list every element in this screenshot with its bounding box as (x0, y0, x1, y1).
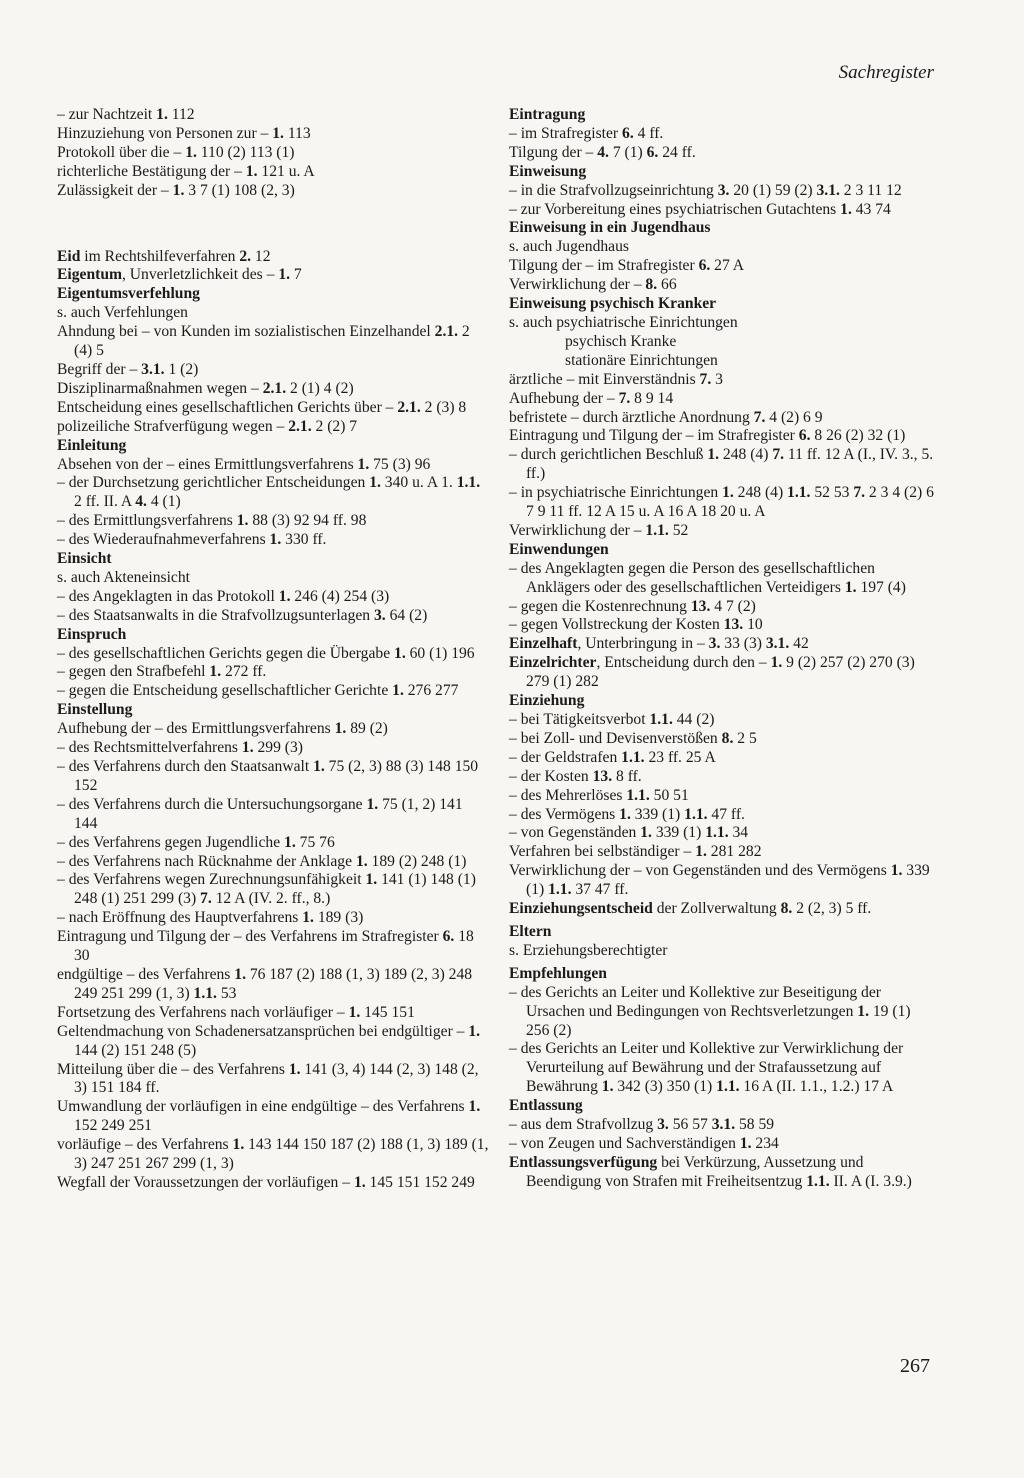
bold-term: 1. (890, 862, 903, 880)
bold-term: 1. (695, 843, 707, 861)
index-entry: Protokoll über die – 1. 110 (2) 113 (1) (57, 143, 295, 161)
index-entry (509, 1097, 935, 1116)
bold-term: 1. (707, 446, 720, 464)
index-entry (509, 163, 935, 182)
index-entry: – nach Eröffnung des Hauptverfahrens 1. 189 (3) (57, 909, 364, 927)
bold-term: 1. (172, 181, 185, 199)
bold-term: Einzelhaft (509, 635, 578, 653)
index-entry: Wegfall der Voraussetzungen der vorläufigen – 1. 145 151 152 249 (57, 1173, 475, 1191)
index-entry (509, 106, 935, 125)
bold-term: 4. (597, 143, 609, 161)
index-entry: – des Vermögens 1. 339 (1) 1.1. 47 ff. (509, 805, 745, 823)
bold-term: 1. (288, 1060, 301, 1078)
bold-term: 3. (717, 181, 730, 199)
index-entry: – aus dem Strafvollzug 3. 56 57 3.1. 58 59 (509, 1116, 775, 1134)
bold-term: 1.1. (626, 786, 650, 804)
bold-term: 1. (353, 1173, 366, 1191)
index-entry: Geltendmachung von Schadenersatzansprüchen bei endgültiger – 1. 144 (2) 151 248 (5) (57, 1022, 481, 1059)
bold-term: 6. (798, 427, 811, 445)
bold-term: 3. (708, 635, 721, 653)
bold-term: 1.1. (548, 881, 572, 899)
index-entry: stationäre Einrichtungen (565, 351, 718, 369)
index-entry: Verwirklichung der – 8. 66 (509, 276, 677, 294)
bold-term: 1. (392, 682, 404, 700)
index-entry: s. auch Verfehlungen (57, 304, 188, 322)
index-entry: – des Verfahrens durch den Staatsanwalt 1. 75 (2, 3) 88 (3) 148 150 152 (57, 758, 479, 794)
bold-term: 1. (241, 739, 254, 757)
bold-term: Einleitung (57, 436, 127, 454)
index-entry (509, 219, 935, 238)
bold-term: 1. (601, 1078, 614, 1096)
bold-term: Einzelrichter (509, 654, 597, 672)
bold-term: 7. (618, 389, 631, 407)
index-entry: Tilgung der – im Strafregister 6. 27 A (509, 257, 745, 275)
bold-term: 1. (245, 162, 258, 180)
bold-term: 2.1. (397, 398, 421, 416)
index-entry: Fortsetzung des Verfahrens nach vorläufiger – 1. 145 151 (57, 1003, 415, 1021)
index-entry: s. auch Jugendhaus (509, 238, 629, 256)
index-entry: Entlassungsverfügung bei Verkürzung, Aussetzung und Beendigung von Strafen mit Freiheitsentzug 1.1. II. A (I. 3.9.) (509, 1153, 912, 1190)
bold-term: Einweisung psychisch Kranker (509, 295, 717, 313)
index-entry: Eigentum, Unverletzlichkeit des – 1. 7 (57, 266, 302, 284)
index-entry: – der Geldstrafen 1.1. 23 ff. 25 A (509, 748, 716, 766)
bold-term: 1. (844, 578, 857, 596)
index-entry: Entscheidung eines gesellschaftlichen Gerichts über – 2.1. 2 (3) 8 (57, 398, 467, 416)
bold-term: 1. (185, 143, 197, 161)
index-entry: s. auch psychiatrische Einrichtungen (509, 313, 738, 331)
index-entry: – gegen Vollstreckung der Kosten 13. 10 (509, 616, 763, 634)
bold-term: 1. (857, 1002, 869, 1020)
index-entry: Disziplinarmaßnahmen wegen – 2.1. 2 (1) 4 (2) (57, 379, 354, 397)
bold-term: Eintragung (509, 106, 586, 123)
index-entry: – des Gerichts an Leiter und Kollektive zur Verwirklichung der Verurteilung auf Bewährung und der Strafaussetzung auf Bewährung 1. 342 (3) 350 (1) 1.1. 16 A (II. 1.1., 1.2.) 17 A (509, 1040, 904, 1096)
index-entry: – des Wiederaufnahmeverfahrens 1. 330 ff. (57, 531, 327, 549)
bold-term: 7. (200, 890, 212, 908)
bold-term: Eigentumsverfehlung (57, 285, 200, 303)
bold-term: 1. (619, 805, 631, 823)
bold-term: 3.1. (711, 1116, 736, 1134)
running-header: Sachregister (838, 62, 934, 83)
bold-term: 1. (365, 871, 378, 889)
bold-term: 1. (348, 1003, 361, 1021)
index-entry: – gegen den Strafbefehl 1. 272 ff. (57, 663, 267, 681)
index-entry: Eintragung und Tilgung der – im Strafregister 6. 8 26 (2) 32 (1) (509, 427, 906, 445)
index-entry: – des gesellschaftlichen Gerichts gegen die Übergabe 1. 60 (1) 196 (57, 644, 475, 662)
section-gap (57, 201, 489, 248)
bold-term: 6. (442, 928, 455, 946)
index-entry: Begriff der – 3.1. 1 (2) (57, 360, 199, 378)
index-entry: psychisch Kranke (565, 332, 677, 350)
bold-term: Einsicht (57, 550, 112, 568)
bold-term: 13. (723, 616, 744, 634)
index-entry: – der Durchsetzung gerichtlicher Entscheidungen 1. 340 u. A 1. 1.1. 2 ff. II. A 4. 4 (1) (57, 474, 481, 511)
bold-term: 3. (657, 1116, 669, 1134)
index-entry: – bei Tätigkeitsverbot 1.1. 44 (2) (509, 711, 715, 728)
bold-term: 8. (645, 276, 658, 294)
index-entry: – zur Vorbereitung eines psychiatrischen Gutachtens 1. 43 74 (509, 200, 891, 218)
bold-term: 1.1. (621, 748, 645, 766)
index-entry: endgültige – des Verfahrens 1. 76 187 (2) 188 (1, 3) 189 (2, 3) 248 249 251 299 (1, 3) 1.1. 53 (57, 965, 473, 1002)
page-number: 267 (900, 1355, 930, 1377)
bold-term: 1. (334, 720, 347, 738)
index-entry: – des Verfahrens durch die Untersuchungsorgane 1. 75 (1, 2) 141 144 (57, 795, 463, 832)
index-entry: Hinzuziehung von Personen zur – 1. 113 (57, 124, 311, 142)
index-entry: polizeiliche Strafverfügung wegen – 2.1. 2 (2) 7 (57, 417, 358, 435)
index-entry: Einzelhaft, Unterbringung in – 3. 33 (3) 3.1. 42 (509, 635, 809, 653)
index-entry: – gegen die Kostenrechnung 13. 4 7 (2) (509, 597, 756, 615)
index-entry: Zulässigkeit der – 1. 3 7 (1) 108 (2, 3) (57, 181, 295, 199)
index-column-right (509, 106, 935, 1192)
bold-term: 1.1. (456, 474, 481, 492)
bold-term: 1. (640, 824, 652, 842)
index-entry: – des Gerichts an Leiter und Kollektive zur Beseitigung der Ursachen und Bedingungen von Rechtsverletzungen 1. 19 (1) 256 (2) (509, 983, 911, 1039)
bold-term: 6. (646, 143, 659, 161)
index-entry (57, 626, 489, 645)
bold-term: Entlassungsverfügung (509, 1153, 658, 1171)
index-entry: Verwirklichung der – 1.1. 52 (509, 521, 689, 539)
bold-term: 3.1. (765, 635, 790, 653)
bold-term: 1. (156, 106, 168, 123)
bold-term: 1.1. (684, 805, 708, 823)
bold-term: 13. (690, 597, 711, 615)
bold-term: 1. (302, 909, 314, 927)
bold-term: Eltern (509, 922, 552, 940)
index-entry (509, 541, 935, 560)
index-entry: Mitteilung über die – des Verfahrens 1. 141 (3, 4) 144 (2, 3) 148 (2, 3) 151 184 ff. (57, 1060, 479, 1097)
bold-term: 7. (699, 370, 712, 388)
index-entry: – zur Nachtzeit 1. 112 (57, 106, 195, 123)
bold-term: 3. (374, 606, 386, 624)
bold-term: 1.1. (649, 711, 673, 728)
bold-term: 8. (721, 729, 734, 747)
index-entry: – des Mehrerlöses 1.1. 50 51 (509, 786, 689, 804)
bold-term: Empfehlungen (509, 964, 607, 982)
bold-term: 1.1. (716, 1078, 740, 1096)
index-entry: richterliche Bestätigung der – 1. 121 u. A (57, 162, 315, 180)
bold-term: 1. (366, 795, 379, 813)
bold-term: 6. (622, 124, 634, 142)
bold-term: Entlassung (509, 1097, 583, 1115)
bold-term: 7. (853, 484, 866, 502)
bold-term: Einziehung (509, 692, 585, 710)
index-entry (509, 965, 935, 984)
bold-term: 1. (278, 587, 291, 605)
index-entry (57, 285, 489, 304)
bold-term: 1. (357, 455, 370, 473)
index-entry: – des Verfahrens gegen Jugendliche 1. 75 76 (57, 833, 335, 851)
index-entry (509, 692, 935, 711)
bold-term: 1. (369, 474, 381, 492)
bold-term: 1. (770, 654, 783, 672)
bold-term: 1. (234, 965, 246, 983)
bold-term: 1. (840, 200, 852, 218)
bold-term: 13. (592, 767, 613, 785)
index-entry (57, 550, 489, 569)
index-column-left (57, 106, 489, 1193)
index-entry: Eintragung und Tilgung der – des Verfahrens im Strafregister 6. 18 30 (57, 928, 474, 965)
bold-term: 2. (239, 247, 252, 265)
bold-term: 1. (355, 852, 368, 870)
index-entry: s. auch Akteneinsicht (57, 568, 190, 586)
index-entry: befristete – durch ärztliche Anordnung 7. 4 (2) 6 9 (509, 408, 823, 426)
bold-term: 7. (772, 446, 785, 464)
bold-term: Einstellung (57, 701, 133, 719)
index-entry: – des Staatsanwalts in die Strafvollzugsunterlagen 3. 64 (2) (57, 606, 428, 624)
bold-term: 1. (284, 833, 296, 851)
bold-term: 1. (394, 644, 406, 662)
bold-term: 1.1. (645, 521, 669, 539)
bold-term: 3.1. (141, 360, 165, 378)
bold-term: 1. (232, 1136, 245, 1154)
index-entry: – der Kosten 13. 8 ff. (509, 767, 642, 785)
bold-term: 1. (269, 531, 282, 549)
bold-term: 1.1. (787, 484, 811, 502)
bold-term: 1. (722, 484, 734, 502)
index-entry: s. Erziehungsberechtigter (509, 941, 668, 959)
bold-term: 1. (272, 124, 284, 142)
bold-term: 1. (278, 266, 291, 284)
bold-term: 8. (780, 900, 793, 918)
index-entry: – des Verfahrens nach Rücknahme der Anklage 1. 189 (2) 248 (1) (57, 852, 467, 870)
index-entry (57, 437, 489, 456)
bold-term: Eid (57, 247, 81, 265)
bold-term: 1. (468, 1022, 481, 1040)
index-entry: – des Rechtsmittelverfahrens 1. 299 (3) (57, 739, 303, 757)
index-entry: Eid im Rechtshilfeverfahren 2. 12 (57, 247, 271, 265)
index-entry (509, 923, 935, 942)
index-entry: Absehen von der – eines Ermittlungsverfahrens 1. 75 (3) 96 (57, 455, 431, 473)
index-entry (509, 295, 935, 314)
index-entry: Tilgung der – 4. 7 (1) 6. 24 ff. (509, 143, 696, 161)
index-entry: Einziehungsentscheid der Zollverwaltung 8. 2 (2, 3) 5 ff. (509, 900, 872, 918)
bold-term: 3.1. (816, 181, 840, 199)
bold-term: 4. (135, 493, 147, 511)
index-entry: – im Strafregister 6. 4 ff. (509, 124, 664, 142)
index-entry (57, 701, 489, 720)
bold-term: 1.1. (705, 824, 729, 842)
bold-term: 1. (209, 663, 222, 681)
bold-term: 2.1. (262, 379, 287, 397)
index-entry: – des Verfahrens wegen Zurechnungsunfähigkeit 1. 141 (1) 148 (1) 248 (1) 251 299 (3) 7. 12 A (IV. 2. ff., 8.) (57, 871, 476, 908)
bold-term: 2.1. (434, 323, 459, 341)
bold-term: Einweisung in ein Jugendhaus (509, 219, 711, 237)
index-entry: – von Zeugen und Sachverständigen 1. 234 (509, 1134, 779, 1152)
bold-term: 7. (753, 408, 766, 426)
index-entry: – in die Strafvollzugseinrichtung 3. 20 (1) 59 (2) 3.1. 2 3 11 12 (509, 181, 902, 199)
index-entry: – bei Zoll- und Devisenverstößen 8. 2 5 (509, 729, 757, 747)
bold-term: 6. (698, 257, 711, 275)
index-entry: – von Gegenständen 1. 339 (1) 1.1. 34 (509, 824, 749, 842)
index-entry: Aufhebung der – des Ermittlungsverfahrens 1. 89 (2) (57, 720, 388, 738)
index-entry: – gegen die Entscheidung gesellschaftlicher Gerichte 1. 276 277 (57, 682, 459, 700)
index-entry: – durch gerichtlichen Beschluß 1. 248 (4) 7. 11 ff. 12 A (I., IV. 3., 5. ff.) (509, 446, 934, 483)
bold-term: Einziehungsentscheid (509, 900, 653, 918)
bold-term: 1. (313, 758, 325, 775)
index-entry: Umwandlung der vorläufigen in eine endgültige – des Verfahrens 1. 152 249 251 (57, 1098, 481, 1135)
index-entry: – in psychiatrische Einrichtungen 1. 248 (4) 1.1. 52 53 7. 2 3 4 (2) 6 7 9 11 ff. 12 A 15 u. A 16 A 18 20 u. A (509, 484, 934, 521)
bold-term: 1. (739, 1134, 752, 1152)
index-entry: Einzelrichter, Entscheidung durch den – 1. 9 (2) 257 (2) 270 (3) 279 (1) 282 (509, 654, 915, 691)
bold-term: 1. (236, 512, 249, 530)
index-entry: ärztliche – mit Einverständnis 7. 3 (509, 370, 723, 388)
bold-term: 1. (468, 1098, 481, 1116)
bold-term: Einwendungen (509, 540, 609, 558)
bold-term: 2.1. (288, 417, 312, 435)
index-entry: – des Ermittlungsverfahrens 1. 88 (3) 92 94 ff. 98 (57, 512, 367, 530)
index-entry: Verfahren bei selbständiger – 1. 281 282 (509, 843, 762, 861)
index-entry: – des Angeklagten gegen die Person des gesellschaftlichen Anklägers oder des gesellschaftlichen Verteidigers 1. 197 (4) (509, 559, 906, 596)
bold-term: Eigentum (57, 266, 122, 284)
bold-term: 1.1. (193, 984, 217, 1002)
index-entry: vorläufige – des Verfahrens 1. 143 144 150 187 (2) 188 (1, 3) 189 (1, 3) 247 251 267 299 (1, 3) (57, 1136, 489, 1173)
index-entry: – des Angeklagten in das Protokoll 1. 246 (4) 254 (3) (57, 587, 390, 605)
index-entry: Ahndung bei – von Kunden im sozialistischen Einzelhandel 2.1. 2 (4) 5 (57, 323, 470, 360)
bold-term: Einweisung (509, 162, 587, 180)
index-entry: Verwirklichung der – von Gegenständen und des Vermögens 1. 339 (1) 1.1. 37 47 ff. (509, 862, 930, 899)
bold-term: Einspruch (57, 625, 127, 643)
index-entry: Aufhebung der – 7. 8 9 14 (509, 389, 674, 407)
bold-term: 1.1. (806, 1172, 830, 1190)
